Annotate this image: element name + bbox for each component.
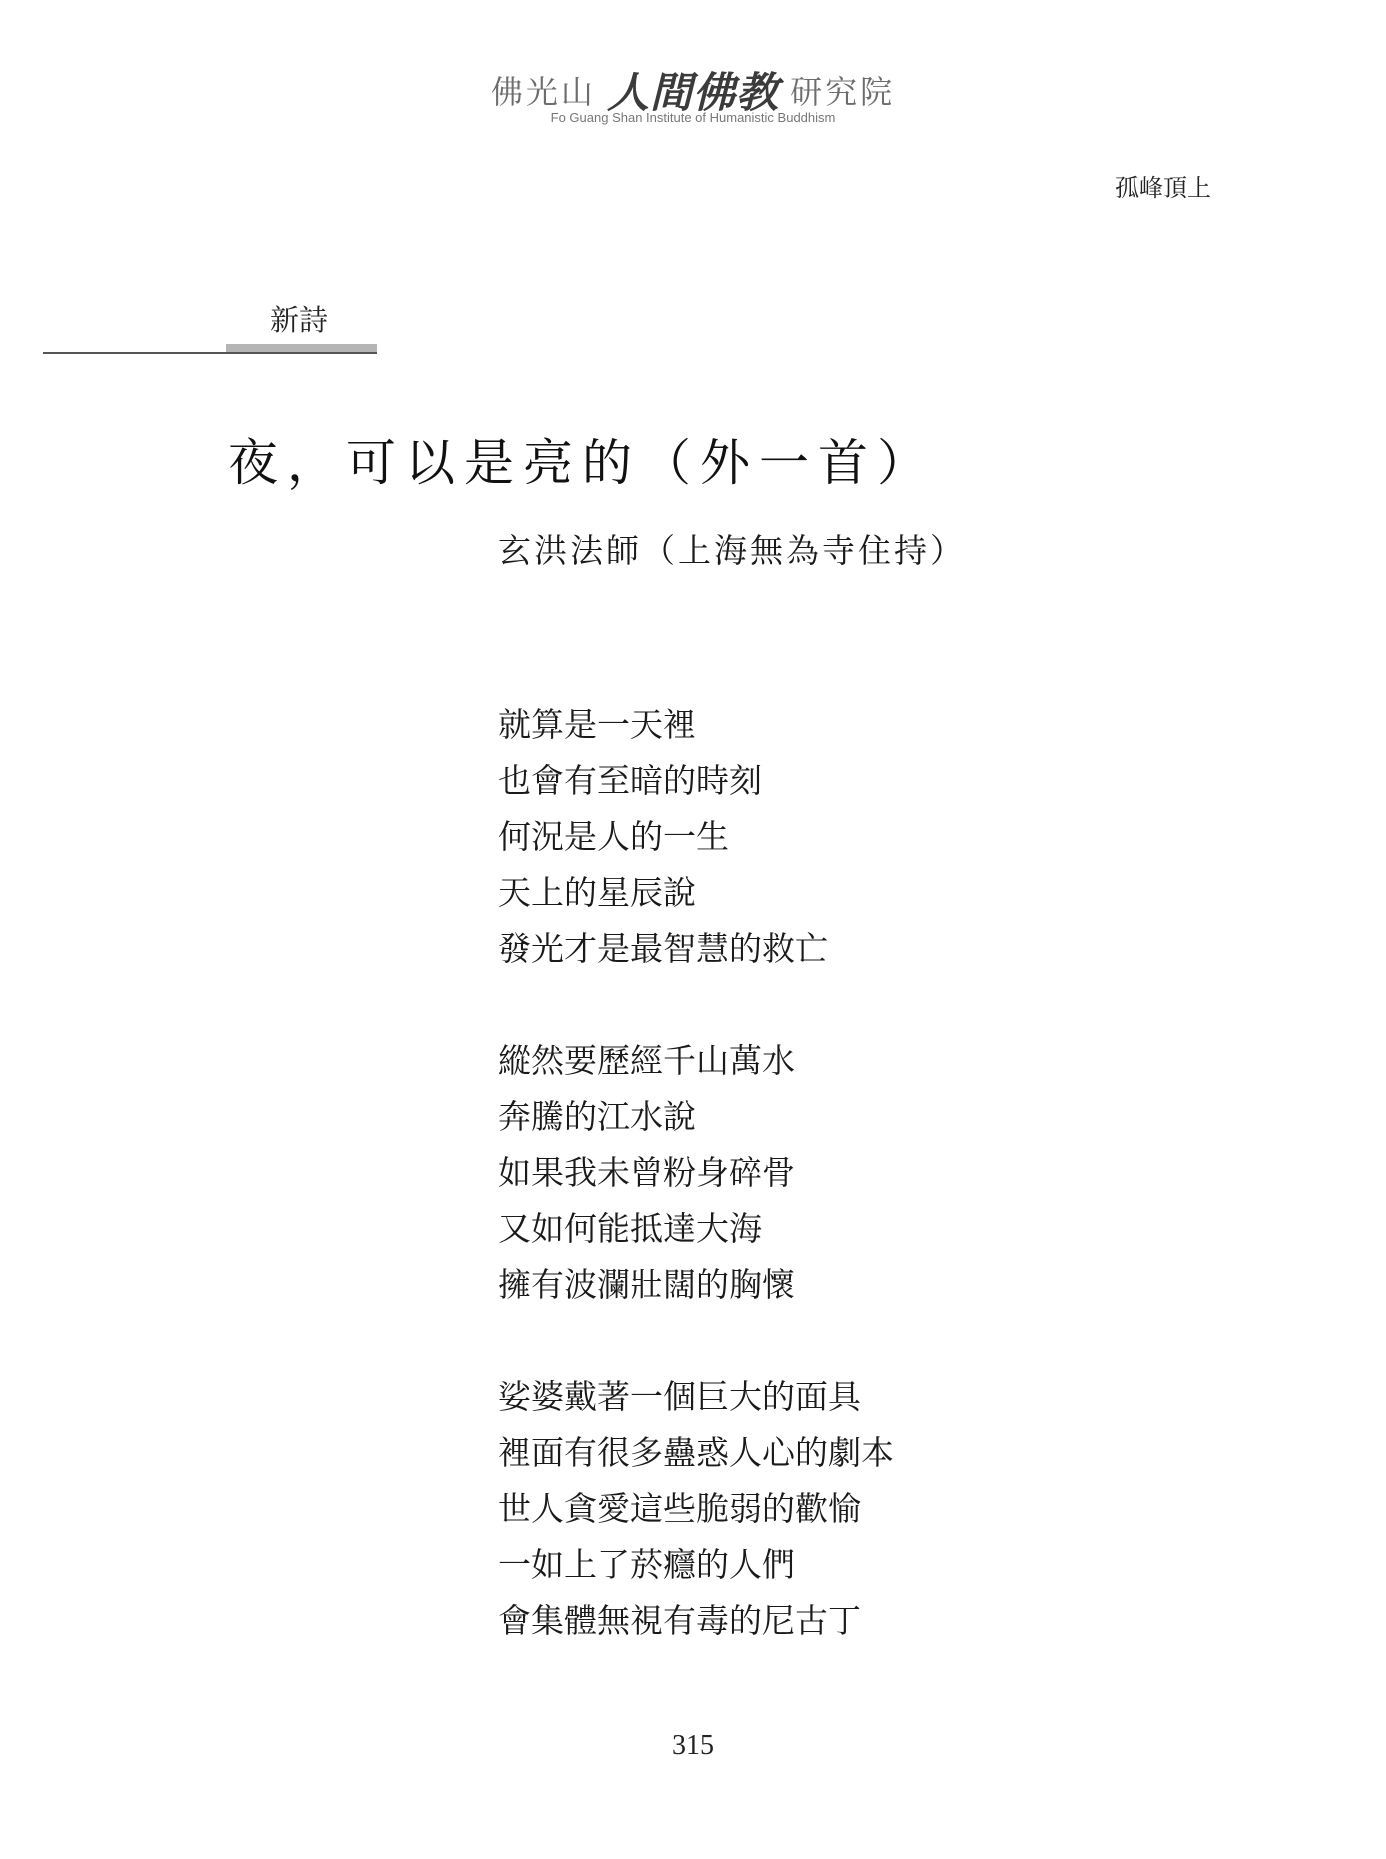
poem-line: 何況是人的一生 (498, 817, 729, 856)
poem-line: 也會有至暗的時刻 (498, 761, 762, 800)
poem-line: 娑婆戴著一個巨大的面具 (498, 1377, 861, 1416)
poem-body (498, 697, 894, 1649)
poem-line: 擁有波瀾壯闊的胸懷 (498, 1265, 795, 1304)
logo-left-text: 佛光山 (490, 73, 596, 111)
poem-stanza-3 (498, 1369, 894, 1649)
article-title: 夜，可以是亮的（外一首） (228, 434, 936, 492)
poem-line: 又如何能抵達大海 (498, 1209, 762, 1248)
poem-line: 發光才是最智慧的救亡 (498, 929, 828, 968)
poem-line: 奔騰的江水說 (498, 1097, 696, 1136)
poem-line: 一如上了菸癮的人們 (498, 1545, 795, 1584)
section-label: 新詩 (270, 303, 329, 337)
section-rule (43, 352, 377, 354)
running-head: 孤峰頂上 (1115, 174, 1211, 202)
poem-line: 世人貪愛這些脆弱的歡愉 (498, 1489, 861, 1528)
poem-stanza-1 (498, 697, 894, 977)
page-number: 315 (672, 1730, 714, 1761)
poem-line: 裡面有很多蠱惑人心的劇本 (498, 1433, 894, 1472)
poem-line: 如果我未曾粉身碎骨 (498, 1153, 795, 1192)
logo-right-text: 研究院 (790, 73, 896, 111)
poem-line: 天上的星辰說 (498, 873, 696, 912)
poem-line: 就算是一天裡 (498, 705, 696, 744)
poem-line: 縱然要歷經千山萬水 (498, 1041, 795, 1080)
logo-subtitle: Fo Guang Shan Institute of Humanistic Buddhism (550, 110, 836, 125)
article-author: 玄洪法師（上海無為寺住持） (498, 531, 966, 570)
logo-brush-calligraphy: 人間佛教 (606, 68, 779, 117)
poem-line: 會集體無視有毒的尼古丁 (498, 1601, 861, 1640)
poem-stanza-2 (498, 1033, 894, 1313)
